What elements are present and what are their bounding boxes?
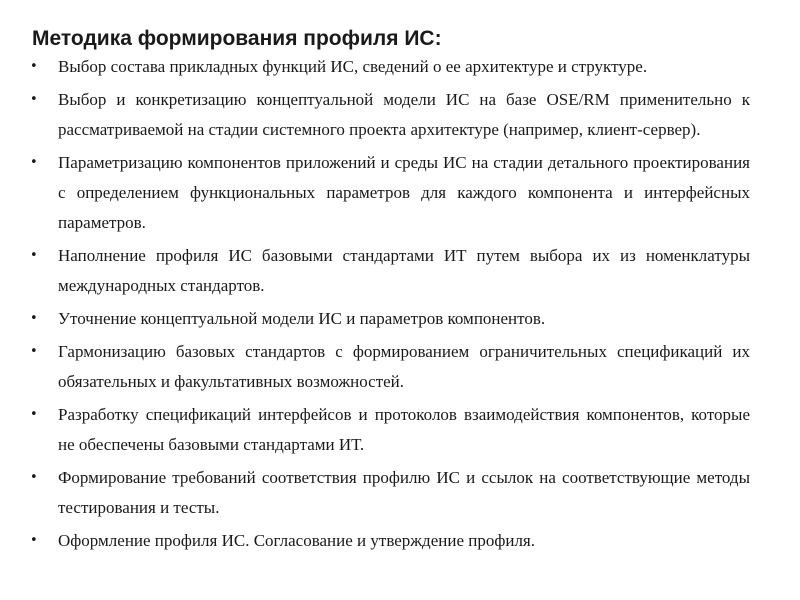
list-item [28,304,750,334]
list-item-text: Выбор и конкретизацию концептуальной модели ИС на базе OSE/RM применительно к рассматриваемой на стадии системного проекта архитектуре (например, клиент-сервер). [58,90,750,139]
list-item [28,148,750,238]
list-item-text: Оформление профиля ИС. Согласование и утверждение профиля. [58,531,535,550]
bullet-icon: • [30,59,38,74]
list-item [28,85,750,145]
bullet-icon: • [30,344,38,359]
list-item-text: Гармонизацию базовых стандартов с формированием ограничительных спецификаций их обязательных и факультативных возможностей. [58,342,750,391]
list-item [28,463,750,523]
bullet-icon: • [30,470,38,485]
list-item [28,526,750,556]
bullet-list [28,52,750,559]
list-item-text: Выбор состава прикладных функций ИС, сведений о ее архитектуре и структуре. [58,57,648,76]
bullet-icon: • [30,92,38,107]
bullet-icon: • [30,533,38,548]
list-item-text: Параметризацию компонентов приложений и среды ИС на стадии детального проектирования с определением функциональных параметров для каждого компонента и интерфейсных параметров. [58,153,750,232]
list-item [28,52,750,82]
bullet-icon: • [30,155,38,170]
list-item [28,241,750,301]
bullet-icon: • [30,248,38,263]
list-item-text: Уточнение концептуальной модели ИС и параметров компонентов. [58,309,546,328]
list-item-text: Разработку спецификаций интерфейсов и протоколов взаимодействия компонентов, которые не обеспечены базовыми стандартами ИТ. [58,405,750,454]
bullet-icon: • [30,407,38,422]
list-item-text: Наполнение профиля ИС базовыми стандартами ИТ путем выбора их из номенклатуры международных стандартов. [58,246,750,295]
slide-title: Методика формирования профиля ИС: [32,27,442,50]
list-item-text: Формирование требований соответствия профилю ИС и ссылок на соответствующие методы тестирования и тесты. [58,468,750,517]
list-item [28,400,750,460]
list-item [28,337,750,397]
bullet-icon: • [30,311,38,326]
